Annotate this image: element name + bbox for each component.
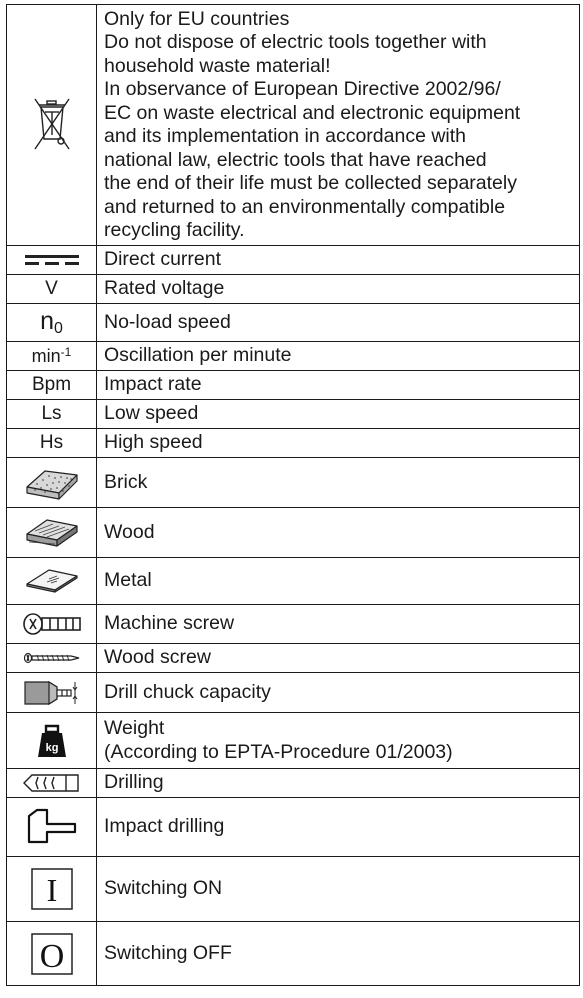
table-row [7,644,580,673]
weee-line-5: EC on waste electrical and electronic equipment [104,101,521,124]
low-speed-label: Low speed [104,402,199,425]
weee-line-2: Do not dispose of electric tools together with [104,31,487,53]
metal-label: Metal [104,569,152,592]
switching-off-label: Switching OFF [104,941,232,964]
table-row [7,458,580,508]
description-cell [97,769,580,798]
description-cell [97,5,580,246]
symbol-cell [7,371,97,400]
description-cell [97,673,580,713]
impact-rate-label: Impact rate [104,373,202,396]
weee-line-1: Only for EU countries [104,7,290,30]
table-row [7,508,580,558]
table-row [7,922,580,986]
switch-on-icon-text: I [46,872,57,908]
weee-line-9: and returned to an environmentally compatible [104,195,506,218]
wood-icon [23,514,81,552]
description-cell [97,857,580,922]
symbol-cell [7,400,97,429]
description-cell [97,713,580,769]
symbol-cell [7,275,97,304]
high-speed-symbol: Hs [39,432,64,453]
machine-screw-icon [21,611,83,637]
symbol-cell [7,673,97,713]
table-row [7,342,580,371]
weight-note: (According to EPTA-Procedure 01/2003) [104,740,453,763]
symbol-cell [7,246,97,275]
crossed-out-wheeled-bin-icon [32,95,72,155]
weee-line-10: recycling facility. [104,219,245,241]
symbols-table [6,4,580,986]
switch-off-icon-text: O [39,937,64,975]
description-cell [97,275,580,304]
description-cell [97,371,580,400]
oscillation-symbol: $\min^{-1}$ [31,344,72,366]
symbol-cell [7,429,97,458]
low-speed-symbol: Ls [41,403,62,424]
weee-line-6: and its implementation in accordance with [104,125,467,147]
table-row [7,798,580,857]
weee-line-7: national law, electric tools that have reached [104,148,487,171]
drilling-label: Drilling [104,771,164,794]
weight-icon-text: kg [45,741,58,754]
drill-chuck-icon [21,678,83,708]
direct-current-label: Direct current [104,248,222,271]
voltage-symbol: V [45,278,58,299]
symbol-cell [7,342,97,371]
description-cell [97,458,580,508]
high-speed-label: High speed [104,431,203,454]
wood-label: Wood [104,520,155,543]
table-row [7,857,580,922]
description-cell [97,605,580,644]
table-row [7,304,580,342]
description-cell [97,798,580,857]
machine-screw-label: Machine screw [104,612,235,635]
symbol-cell [7,558,97,605]
switching-on-label: Switching ON [104,877,223,900]
symbol-cell [7,798,97,857]
brick-label: Brick [104,470,148,493]
no-load-speed-label: No-load speed [104,310,231,333]
brick-icon [23,463,81,503]
symbol-cell [7,713,97,769]
weight-icon [36,723,68,759]
symbol-cell [7,857,97,922]
description-cell [97,508,580,558]
description-cell [97,304,580,342]
hammer-icon [25,808,79,846]
table-row [7,673,580,713]
weee-line-4: In observance of European Directive 2002/96/ [104,78,501,100]
table-row [7,558,580,605]
table-row [7,769,580,798]
switch-off-icon [30,932,74,976]
drill-chuck-label: Drill chuck capacity [104,680,271,703]
description-cell [97,644,580,673]
symbol-cell [7,644,97,673]
metal-icon [23,566,81,596]
table-row [7,429,580,458]
table-row [7,275,580,304]
impact-drilling-label: Impact drilling [104,815,225,838]
description-cell [97,246,580,275]
table-row [7,400,580,429]
impact-rate-symbol: Bpm [31,374,72,395]
symbol-cell [7,304,97,342]
description-cell [97,342,580,371]
drilling-icon [22,773,82,793]
oscillation-label: Oscillation per minute [104,344,292,367]
symbol-cell [7,605,97,644]
switch-on-icon [30,867,74,911]
table-row [7,246,580,275]
table-row [7,371,580,400]
description-cell [97,400,580,429]
description-cell [97,558,580,605]
table-row [7,605,580,644]
rated-voltage-label: Rated voltage [104,277,225,300]
symbol-cell [7,458,97,508]
symbol-cell [7,922,97,986]
weight-label: Weight [104,717,165,739]
wood-screw-label: Wood screw [104,646,211,669]
wood-screw-icon [23,652,81,664]
weee-line-8: the end of their life must be collected separately [104,172,517,194]
description-cell [97,429,580,458]
weee-line-3: household waste material! [104,54,331,77]
table-row [7,5,580,246]
no-load-speed-symbol: $n_0$ [40,307,63,337]
symbol-cell [7,769,97,798]
table-row [7,713,580,769]
symbol-cell [7,5,97,246]
direct-current-icon [23,253,81,267]
description-cell [97,922,580,986]
symbol-cell [7,508,97,558]
